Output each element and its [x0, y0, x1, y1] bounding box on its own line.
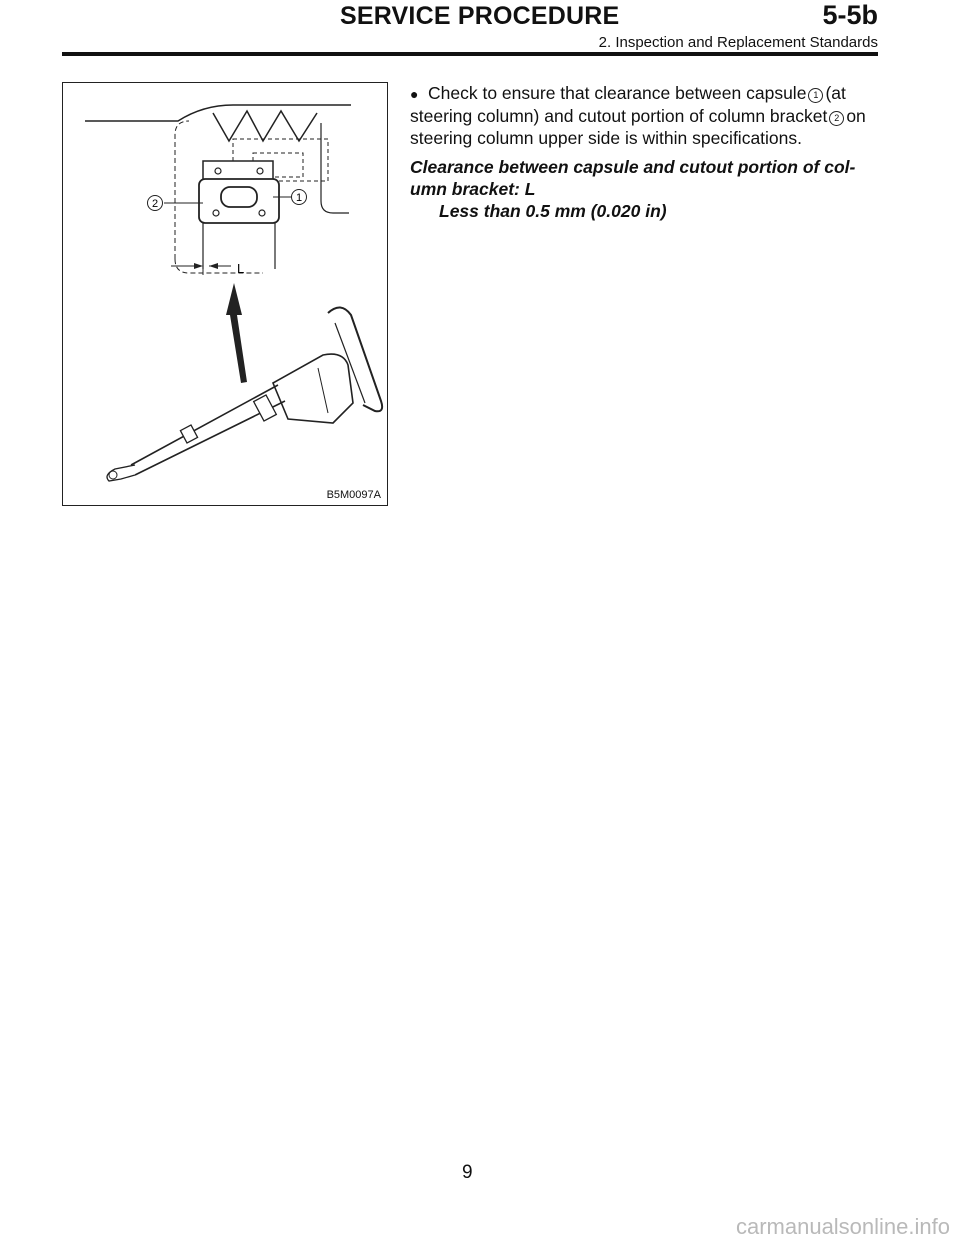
instruction-text-1: Check to ensure that clearance between capsule: [428, 83, 807, 103]
steering-column-figure: [62, 82, 388, 506]
reference-1-icon: 1: [808, 88, 823, 103]
steering-column-illustration: [63, 83, 389, 507]
bullet-icon: ●: [410, 86, 419, 102]
instruction-text-3: on steering column upper side is within specifications.: [410, 106, 866, 148]
dashboard-outline: [85, 105, 351, 121]
instruction-text-2: (at steering column) and cutout portion of column bracket: [410, 83, 846, 126]
page-number: 9: [462, 1162, 473, 1183]
bracket-dashed-outline: [175, 121, 189, 259]
spec-value: Less than 0.5 mm (0.020 in): [439, 201, 667, 221]
dimension-arrow-left: [194, 263, 203, 269]
page-header-title: SERVICE PROCEDURE: [340, 2, 620, 30]
header-rule: [62, 52, 878, 56]
spec-heading-line2: umn bracket: L: [410, 179, 536, 199]
shaft-coupler: [180, 425, 197, 443]
dimension-arrow-right: [209, 263, 218, 269]
spec-heading-line1: Clearance between capsule and cutout portion of col-: [410, 157, 856, 177]
section-subtitle: 2. Inspection and Replacement Standards: [598, 34, 878, 51]
watermark[interactable]: carmanualsonline.info: [735, 1214, 950, 1239]
section-number: 5-5b: [822, 0, 878, 30]
capsule-body: [199, 179, 279, 223]
inspection-instructions: [410, 82, 890, 222]
callout-2-label: 2: [151, 198, 159, 210]
bracket-right-edge: [321, 123, 349, 213]
bracket-zigzag: [213, 111, 317, 141]
shaft-joint: [254, 395, 277, 421]
instruction-paragraph: [410, 82, 890, 149]
figure-code: B5M0097A: [326, 489, 381, 501]
reference-2-icon: 2: [829, 111, 844, 126]
column-cover: [273, 354, 353, 423]
dimension-label: L: [237, 261, 245, 276]
view-direction-arrow: [226, 283, 247, 383]
callout-1-label: 1: [295, 192, 303, 204]
